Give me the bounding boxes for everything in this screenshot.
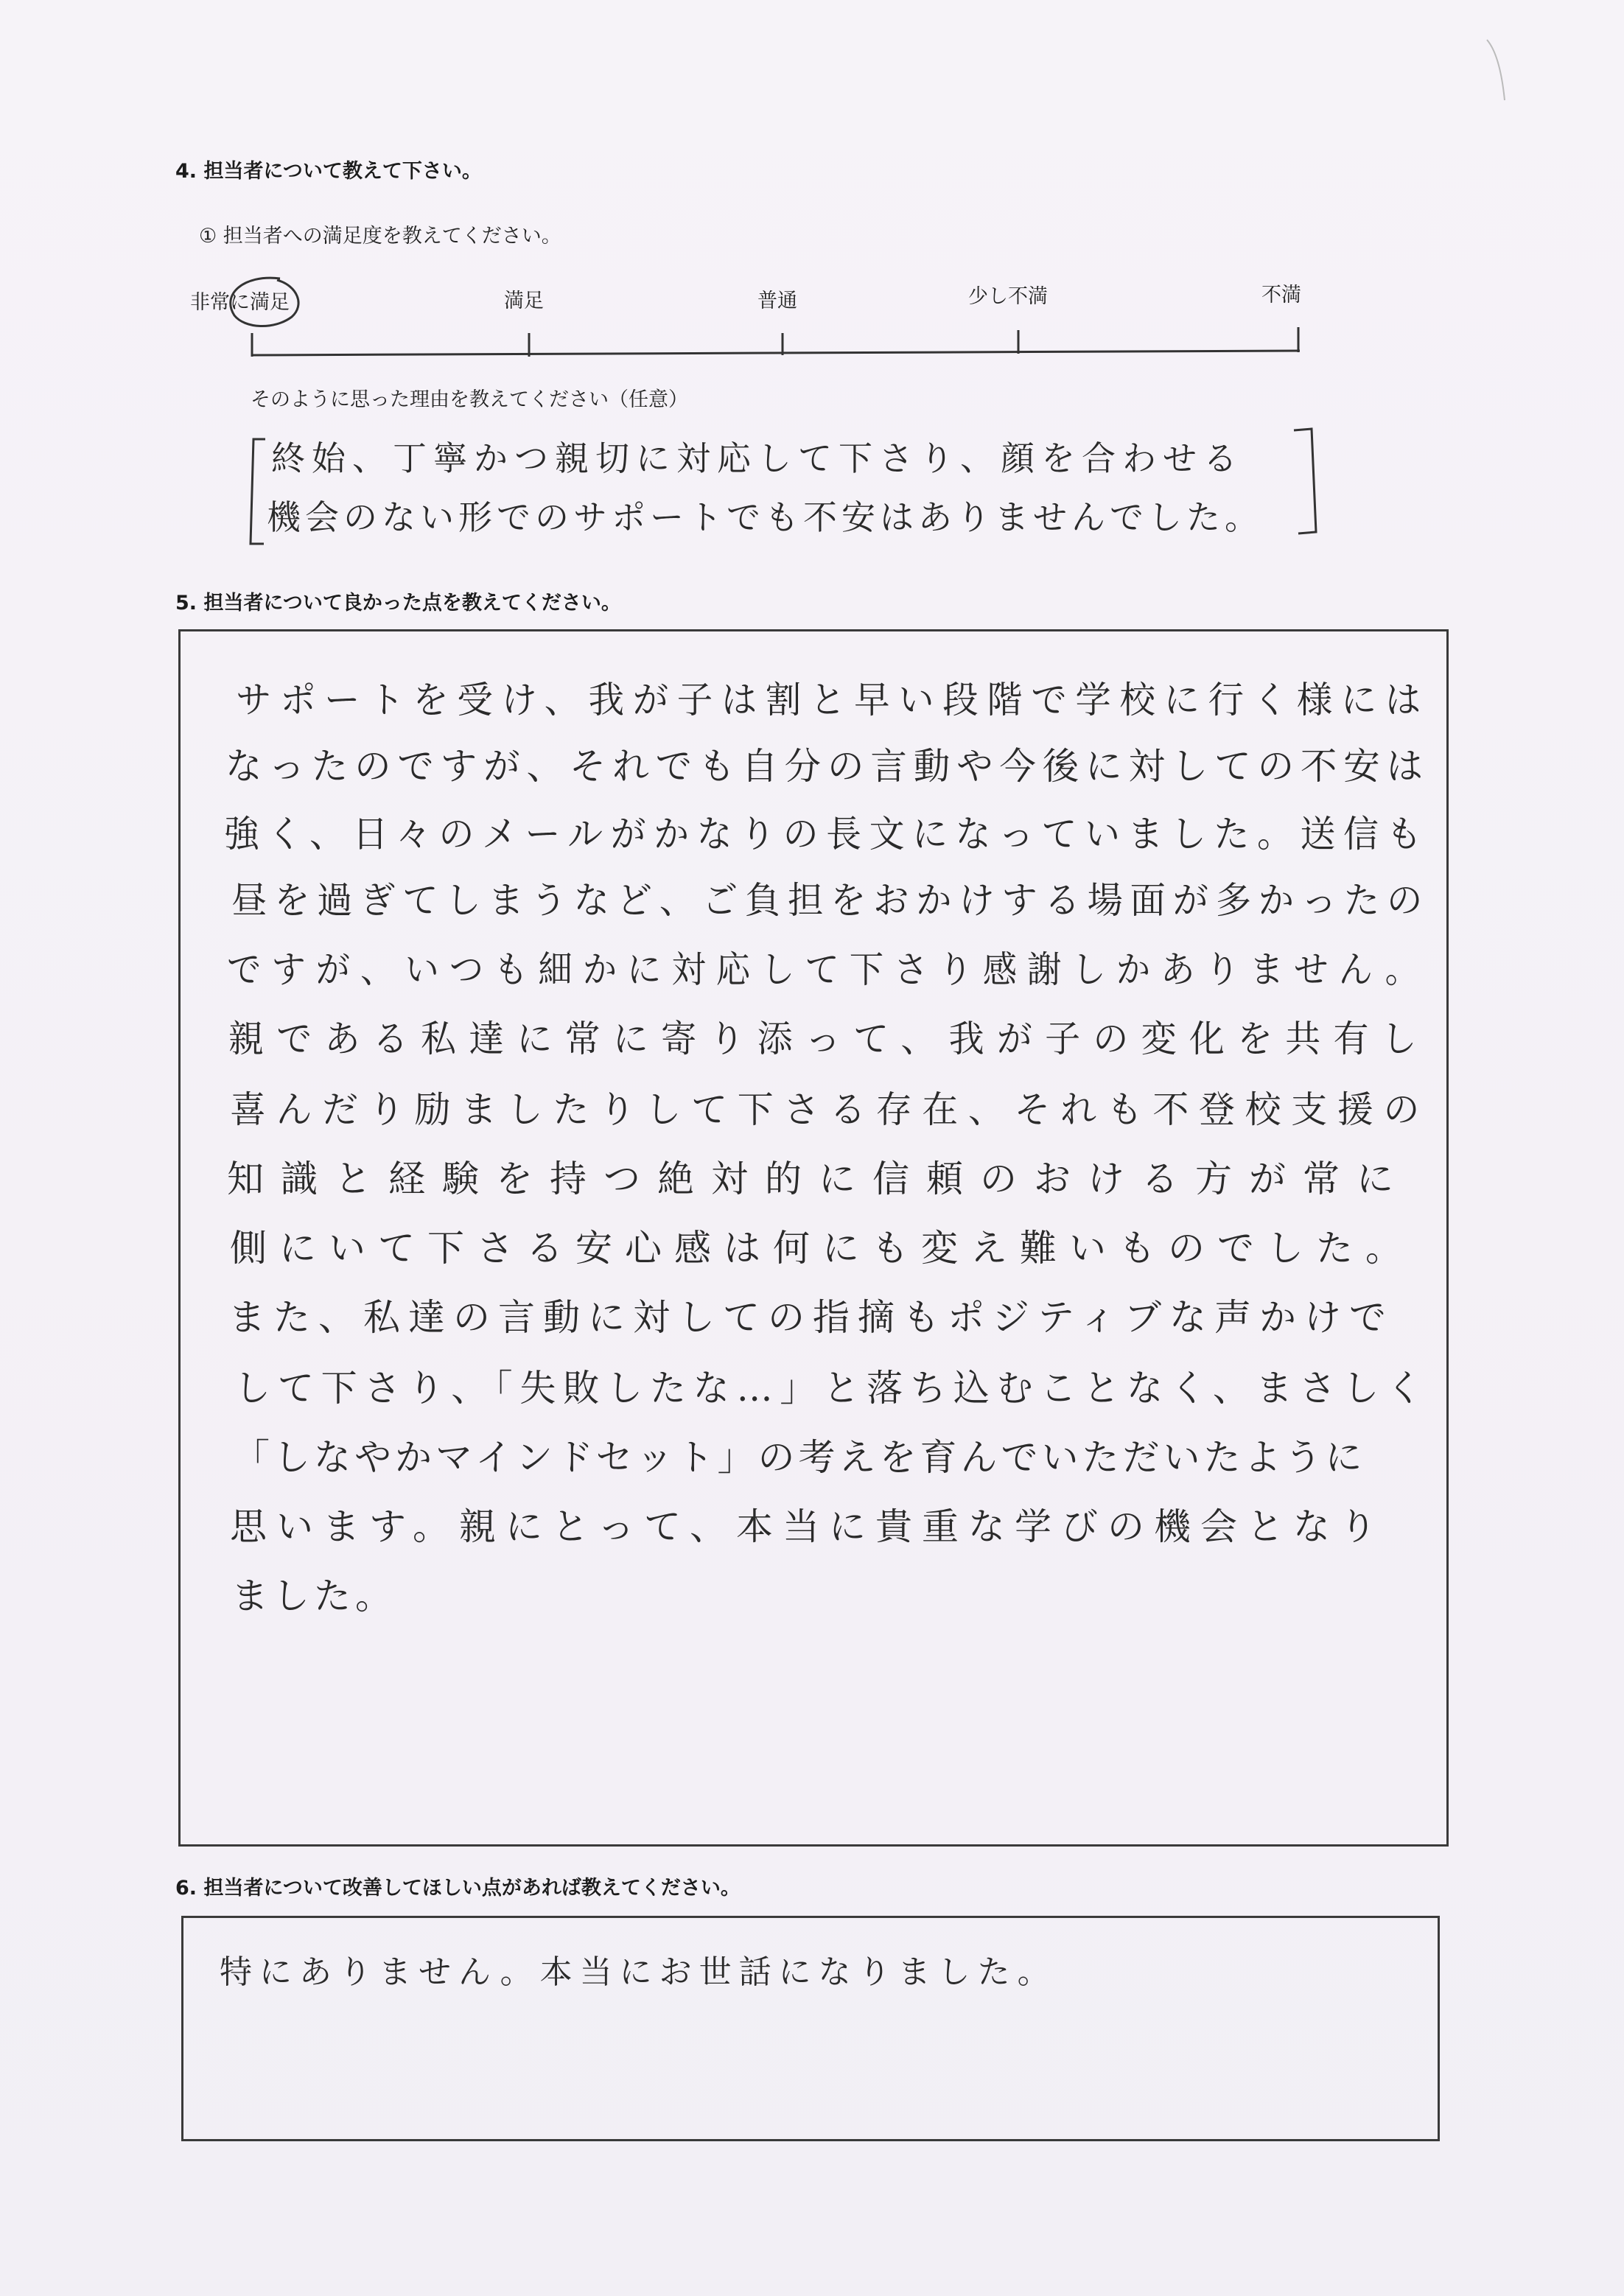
q4-title: 4. 担当者について教えて下さい。 [175, 160, 482, 183]
selection-circle-mark [231, 278, 298, 326]
scale-baseline [252, 351, 1300, 355]
q5-line-8: 知識と経験を持つ絶対的に信頼のおける方が常に [227, 1158, 1410, 1200]
scan-mark [1474, 29, 1533, 118]
scale-label-slightly-dissatisfied: 少し不満 [968, 285, 1048, 308]
satisfaction-scale [0, 0, 1624, 442]
q5-line-7: 喜んだり励ましたりして下さる存在、それも不登校支援の [230, 1088, 1430, 1131]
q5-line-13: 思います。親にとって、本当に貴重な学びの機会となり [230, 1505, 1386, 1548]
q4-reason-line-1: 終始、丁寧かつ親切に対応して下さり、顔を合わせる [271, 438, 1244, 478]
right-bracket [1294, 429, 1316, 533]
left-bracket [251, 439, 265, 544]
q5-line-11: して下さり、「失敗したな…」と落ち込むことなく、まさしく [234, 1367, 1430, 1410]
q4-reason-label: そのように思った理由を教えてください（任意） [251, 388, 688, 411]
q5-line-3: 強く、日々のメールがかなりの長文になっていました。送信も [224, 813, 1430, 855]
q4-reason-line-2: 機会のない形でのサポートでも不安はありませんでした。 [267, 497, 1263, 537]
q6-line-1: 特にありません。本当にお世話になりました。 [220, 1953, 1057, 1991]
q4-sub1: ① 担当者への満足度を教えてください。 [199, 225, 561, 248]
q5-title: 5. 担当者について良かった点を教えてください。 [175, 592, 621, 615]
scale-label-very-satisfied: 非常に満足 [190, 291, 290, 314]
q5-line-10: また、私達の言動に対しての指摘もポジティブな声かけで [228, 1296, 1394, 1339]
q5-line-9: 側にいて下さる安心感は何にも変え難いものでした。 [230, 1227, 1415, 1270]
q5-line-4: 昼を過ぎてしまうなど、ご負担をおかけする場面が多かったの [231, 879, 1430, 922]
q5-line-2: なったのですが、それでも自分の言動や今後に対しての不安は [225, 745, 1429, 788]
scale-label-neutral: 普通 [757, 290, 797, 312]
q5-line-12: 「しなやかマインドセット」の考えを育んでいただいたように [233, 1436, 1366, 1479]
q5-line-6: 親である私達に常に寄り添って、我が子の変化を共有し [228, 1018, 1430, 1060]
q5-line-1: サポートを受け、我が子は割と早い段階で学校に行く様には [236, 679, 1430, 721]
q5-line-5: ですが、いつも細かに対応して下さり感謝しかありません。 [227, 948, 1429, 991]
q6-title: 6. 担当者について改善してほしい点があれば教えてください。 [175, 1877, 741, 1900]
scale-label-dissatisfied: 不満 [1261, 284, 1301, 307]
q5-line-14: ました。 [231, 1575, 396, 1617]
scale-label-satisfied: 満足 [504, 290, 544, 312]
